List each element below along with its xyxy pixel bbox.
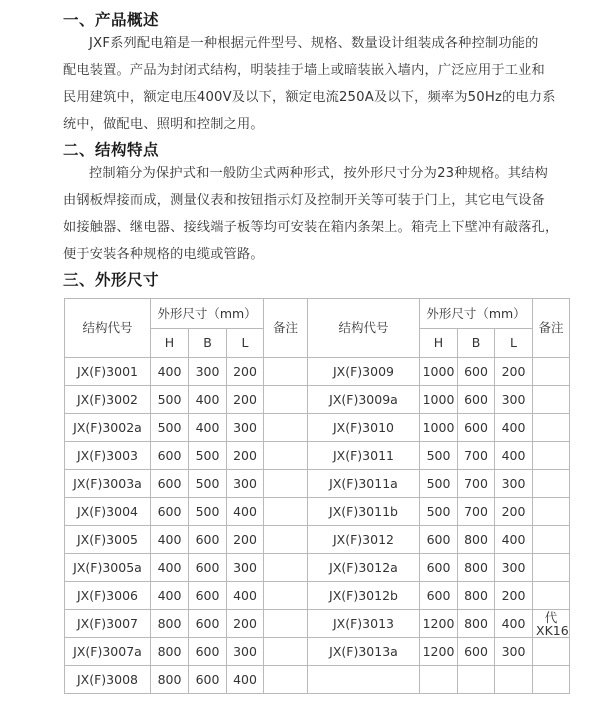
cell-code: JX(F)3013a xyxy=(308,638,420,666)
cell-code: JX(F)3001 xyxy=(65,358,151,386)
cell-b: 700 xyxy=(458,442,495,470)
cell-remark xyxy=(264,414,308,442)
cell-b: 800 xyxy=(458,554,495,582)
cell-l: 400 xyxy=(227,498,264,526)
cell-b: 600 xyxy=(458,638,495,666)
cell-b: 600 xyxy=(189,582,227,610)
cell-l: 300 xyxy=(227,638,264,666)
section2-line: 如接触器、继电器、接线端子板等均可安装在箱内条架上。箱壳上下壁冲有敲落孔， xyxy=(63,220,559,235)
header-dims: 外形尺寸（mm） xyxy=(151,299,264,329)
table-row xyxy=(65,386,570,414)
cell-l: 200 xyxy=(227,526,264,554)
section2-heading: 二、结构特点 xyxy=(63,141,160,159)
table-row xyxy=(65,470,570,498)
table-row xyxy=(65,666,570,694)
cell-b: 600 xyxy=(458,386,495,414)
cell-l: 200 xyxy=(495,358,533,386)
cell-l xyxy=(495,666,533,694)
cell-remark xyxy=(533,582,570,610)
cell-code: JX(F)3004 xyxy=(65,498,151,526)
cell-l: 400 xyxy=(495,442,533,470)
cell-code: JX(F)3011b xyxy=(308,498,420,526)
section3-heading: 三、外形尺寸 xyxy=(63,271,160,289)
cell-b: 600 xyxy=(458,414,495,442)
cell-remark xyxy=(264,358,308,386)
cell-code: JX(F)3007a xyxy=(65,638,151,666)
header-remark: 备注 xyxy=(533,299,570,358)
cell-b: 300 xyxy=(189,358,227,386)
cell-code: JX(F)3009 xyxy=(308,358,420,386)
cell-remark xyxy=(264,610,308,638)
cell-remark xyxy=(264,442,308,470)
cell-h: 400 xyxy=(151,358,189,386)
cell-remark: 代XK16 xyxy=(533,610,570,638)
header-l: L xyxy=(495,329,533,358)
cell-code: JX(F)3008 xyxy=(65,666,151,694)
section2-line: 由钢板焊接而成，测量仪表和按钮指示灯及控制开关等可装于门上，其它电气设备 xyxy=(63,193,545,208)
cell-h: 1000 xyxy=(420,358,458,386)
cell-h: 500 xyxy=(420,498,458,526)
cell-h: 800 xyxy=(151,666,189,694)
cell-l: 200 xyxy=(495,498,533,526)
cell-remark xyxy=(533,442,570,470)
section2-line: 便于安装各种规格的电缆或管路。 xyxy=(63,247,264,262)
cell-h: 500 xyxy=(151,414,189,442)
table-row xyxy=(65,582,570,610)
cell-remark xyxy=(264,666,308,694)
cell-l: 400 xyxy=(495,610,533,638)
header-b: B xyxy=(189,329,227,358)
table-header-row xyxy=(65,299,570,329)
cell-l: 200 xyxy=(227,386,264,414)
cell-code: JX(F)3013 xyxy=(308,610,420,638)
cell-code xyxy=(308,666,420,694)
section1-line: JXF系列配电箱是一种根据元件型号、规格、数量设计组装成各种控制功能的 xyxy=(89,36,539,51)
table-row xyxy=(65,358,570,386)
cell-l: 300 xyxy=(495,470,533,498)
cell-b: 600 xyxy=(458,358,495,386)
cell-b: 600 xyxy=(189,666,227,694)
section1-line: 统中，做配电、照明和控制之用。 xyxy=(63,117,264,132)
header-h: H xyxy=(420,329,458,358)
cell-h: 800 xyxy=(151,610,189,638)
cell-h: 600 xyxy=(151,470,189,498)
cell-remark xyxy=(264,470,308,498)
cell-b: 600 xyxy=(189,554,227,582)
cell-h: 400 xyxy=(151,526,189,554)
cell-h: 1200 xyxy=(420,638,458,666)
cell-h: 400 xyxy=(151,554,189,582)
cell-h: 600 xyxy=(420,554,458,582)
header-h: H xyxy=(151,329,189,358)
cell-code: JX(F)3002a xyxy=(65,414,151,442)
section1-line: 民用建筑中，额定电压400V及以下，额定电流250A及以下，频率为50Hz的电力系 xyxy=(63,90,556,105)
cell-code: JX(F)3003 xyxy=(65,442,151,470)
cell-remark xyxy=(533,386,570,414)
cell-l: 200 xyxy=(227,358,264,386)
cell-h: 1200 xyxy=(420,610,458,638)
cell-b: 600 xyxy=(189,638,227,666)
section2-paragraph xyxy=(63,160,558,268)
cell-h: 500 xyxy=(420,442,458,470)
cell-code: JX(F)3012 xyxy=(308,526,420,554)
cell-remark xyxy=(533,526,570,554)
cell-b: 500 xyxy=(189,498,227,526)
cell-l: 300 xyxy=(495,638,533,666)
cell-b: 600 xyxy=(189,526,227,554)
header-b: B xyxy=(458,329,495,358)
section1-line: 配电装置。产品为封闭式结构，明装挂于墙上或暗装嵌入墙内，广泛应用于工业和 xyxy=(63,63,545,78)
header-l: L xyxy=(227,329,264,358)
cell-h: 500 xyxy=(420,470,458,498)
cell-remark xyxy=(264,582,308,610)
cell-remark xyxy=(533,638,570,666)
cell-remark xyxy=(264,526,308,554)
cell-b: 600 xyxy=(189,610,227,638)
cell-b: 800 xyxy=(458,582,495,610)
cell-h: 500 xyxy=(151,386,189,414)
cell-b: 400 xyxy=(189,386,227,414)
section1-heading: 一、产品概述 xyxy=(63,11,160,29)
header-dims: 外形尺寸（mm） xyxy=(420,299,533,329)
cell-code: JX(F)3005a xyxy=(65,554,151,582)
header-remark: 备注 xyxy=(264,299,308,358)
cell-code: JX(F)3006 xyxy=(65,582,151,610)
cell-remark xyxy=(264,638,308,666)
cell-l: 200 xyxy=(227,610,264,638)
cell-h: 400 xyxy=(151,582,189,610)
header-code: 结构代号 xyxy=(65,299,151,358)
cell-h xyxy=(420,666,458,694)
cell-l: 400 xyxy=(495,414,533,442)
cell-code: JX(F)3010 xyxy=(308,414,420,442)
cell-h: 1000 xyxy=(420,414,458,442)
cell-code: JX(F)3002 xyxy=(65,386,151,414)
cell-b: 700 xyxy=(458,470,495,498)
cell-b: 500 xyxy=(189,442,227,470)
cell-code: JX(F)3009a xyxy=(308,386,420,414)
section2-line: 控制箱分为保护式和一般防尘式两种形式，按外形尺寸分为23种规格。其结构 xyxy=(89,166,548,181)
cell-code: JX(F)3011a xyxy=(308,470,420,498)
cell-code: JX(F)3011 xyxy=(308,442,420,470)
cell-b: 400 xyxy=(189,414,227,442)
cell-code: JX(F)3012a xyxy=(308,554,420,582)
cell-l: 300 xyxy=(227,470,264,498)
cell-remark xyxy=(533,358,570,386)
cell-l: 200 xyxy=(227,442,264,470)
cell-h: 600 xyxy=(420,526,458,554)
cell-remark xyxy=(533,554,570,582)
table-body xyxy=(65,358,570,694)
cell-remark xyxy=(533,666,570,694)
cell-b: 800 xyxy=(458,526,495,554)
cell-b: 500 xyxy=(189,470,227,498)
cell-l: 300 xyxy=(495,554,533,582)
table-row xyxy=(65,554,570,582)
cell-h: 800 xyxy=(151,638,189,666)
cell-b xyxy=(458,666,495,694)
cell-code: JX(F)3007 xyxy=(65,610,151,638)
cell-h: 600 xyxy=(151,498,189,526)
cell-b: 800 xyxy=(458,610,495,638)
table-row xyxy=(65,638,570,666)
table-row xyxy=(65,442,570,470)
dimension-table xyxy=(64,298,570,694)
header-code: 结构代号 xyxy=(308,299,420,358)
table-row xyxy=(65,414,570,442)
cell-b: 700 xyxy=(458,498,495,526)
cell-remark xyxy=(533,498,570,526)
cell-l: 200 xyxy=(495,582,533,610)
cell-l: 400 xyxy=(227,666,264,694)
cell-remark xyxy=(264,554,308,582)
section1-paragraph xyxy=(63,30,558,138)
cell-l: 400 xyxy=(495,526,533,554)
cell-code: JX(F)3003a xyxy=(65,470,151,498)
cell-code: JX(F)3012b xyxy=(308,582,420,610)
cell-h: 600 xyxy=(151,442,189,470)
cell-l: 300 xyxy=(227,554,264,582)
table-row xyxy=(65,610,570,638)
cell-l: 400 xyxy=(227,582,264,610)
table-row xyxy=(65,526,570,554)
cell-h: 600 xyxy=(420,582,458,610)
cell-remark xyxy=(264,498,308,526)
cell-l: 300 xyxy=(495,386,533,414)
cell-remark xyxy=(533,470,570,498)
cell-remark xyxy=(264,386,308,414)
table-row xyxy=(65,498,570,526)
cell-h: 1000 xyxy=(420,386,458,414)
cell-remark xyxy=(533,414,570,442)
cell-l: 300 xyxy=(227,414,264,442)
cell-code: JX(F)3005 xyxy=(65,526,151,554)
